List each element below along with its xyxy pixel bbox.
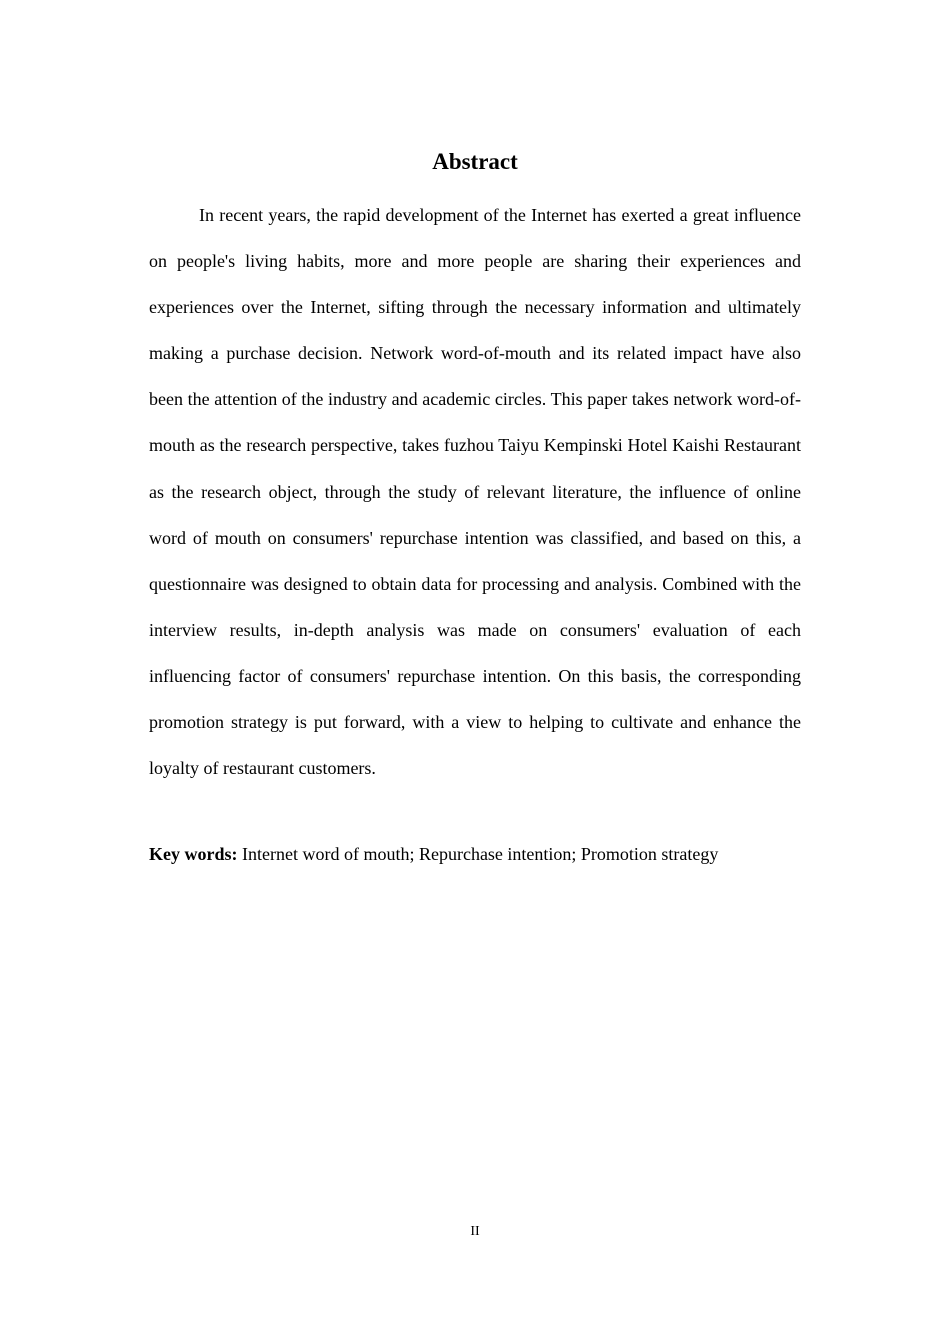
- keywords-line: [149, 838, 801, 870]
- abstract-paragraph: In recent years, the rapid development of the Internet has exerted a great influence on people's living habits, more and more people are sharing their experiences and experiences over the Internet, sifting through the necessary information and ultimately making a purchase decision. Network word-of-mouth and its related impact have also been the attention of the industry and academic circles. This paper takes network word-of-mouth as the research perspective, takes fuzhou Taiyu Kempinski Hotel Kaishi Restaurant as the research object, through the study of relevant literature, the influence of online word of mouth on consumers' repurchase intention was classified, and based on this, a questionnaire was designed to obtain data for processing and analysis. Combined with the interview results, in-depth analysis was made on consumers' evaluation of each influencing factor of consumers' repurchase intention. On this basis, the corresponding promotion strategy is put forward, with a view to helping to cultivate and enhance the loyalty of restaurant customers.: [149, 205, 801, 779]
- keywords-list: Internet word of mouth; Repurchase intention; Promotion strategy: [237, 844, 719, 864]
- page-number: II: [470, 1224, 480, 1239]
- keywords-label: Key words:: [149, 844, 238, 864]
- page-title: Abstract: [432, 149, 518, 174]
